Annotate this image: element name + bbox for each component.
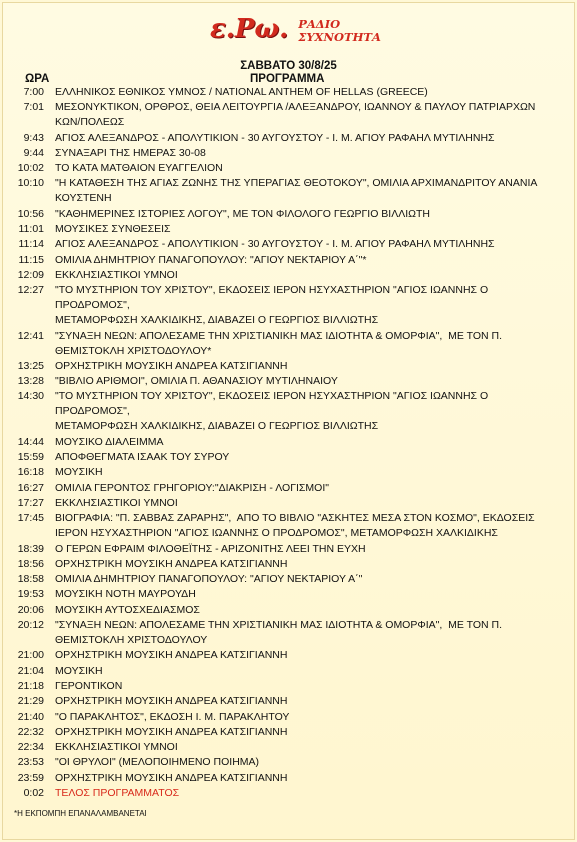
schedule-time: 23:59 [17, 771, 44, 784]
schedule-row [0, 710, 577, 725]
schedule-program: "ΤΟ ΜΥΣΤΗΡΙΟΝ ΤΟΥ ΧΡΙΣΤΟΥ", ΕΚΔΟΣΕΙΣ ΙΕΡΟΝ ΗΣΥΧΑΣΤΗΡΙΟΝ "ΑΓΙΟΣ ΙΩΑΝΝΗΣ Ο ΠΡΟΔΡΟΜΟΣ", ΜΕΤΑΜΟΡΦΩΣΗ ΧΑΛΚΙΔΙΚΗΣ, ΔΙΑΒΑΖΕΙ Ο ΓΕΩΡΓΙΟΣ ΒΙΛΛΙΩΤΗΣ [55, 390, 489, 433]
schedule-program: "Ο ΠΑΡΑΚΛΗΤΟΣ", ΕΚΔΟΣΗ Ι. Μ. ΠΑΡΑΚΛΗΤΟΥ [55, 710, 290, 723]
schedule-program: "ΣΥΝΑΞΗ ΝΕΩΝ: ΑΠΟΛΕΣΑΜΕ ΤΗΝ ΧΡΙΣΤΙΑΝΙΚΗ ΜΑΣ ΙΔΙΟΤΗΤΑ & ΟΜΟΡΦΙΑ", ΜΕ ΤΟΝ Π. ΘΕΜΙΣΤΟΚΛΗ ΧΡΙΣΤΟΔΟΥΛΟΥ [55, 619, 503, 647]
schedule-row [0, 725, 577, 740]
schedule-row [0, 237, 577, 252]
schedule-program: ΜΟΥΣΙΚΟ ΔΙΑΛΕΙΜΜΑ [55, 435, 164, 448]
schedule-program: "ΤΟ ΜΥΣΤΗΡΙΟΝ ΤΟΥ ΧΡΙΣΤΟΥ", ΕΚΔΟΣΕΙΣ ΙΕΡΟΝ ΗΣΥΧΑΣΤΗΡΙΟΝ "ΑΓΙΟΣ ΙΩΑΝΝΗΣ Ο ΠΡΟΔΡΟΜΟΣ", ΜΕΤΑΜΟΡΦΩΣΗ ΧΑΛΚΙΔΙΚΗΣ, ΔΙΑΒΑΖΕΙ Ο ΓΕΩΡΓΙΟΣ ΒΙΛΛΙΩΤΗΣ [55, 284, 489, 327]
schedule-row [0, 329, 577, 359]
schedule-time: 11:01 [18, 223, 44, 236]
logo-line-2: ΣΥΧΝΟΤΗΤΑ [298, 30, 381, 44]
schedule-time: 12:41 [17, 329, 44, 342]
schedule-program: ΜΟΥΣΙΚΕΣ ΣΥΝΘΕΣΕΙΣ [55, 223, 171, 236]
schedule-time: 20:06 [17, 603, 44, 616]
schedule-row [0, 85, 577, 100]
schedule-program: ΟΜΙΛΙΑ ΔΗΜΗΤΡΙΟΥ ΠΑΝΑΓΟΠΟΥΛΟΥ: "ΑΓΙΟΥ ΝΕΚΤΑΡΙΟΥ Α΄"* [55, 253, 367, 266]
schedule-date: ΣΑΒΒΑΤΟ 30/8/25 [240, 60, 337, 72]
logo-text [298, 18, 381, 44]
schedule-program: "ΚΑΘΗΜΕΡΙΝΕΣ ΙΣΤΟΡΙΕΣ ΛΟΓΟΥ", ΜΕ ΤΟΝ ΦΙΛΟΛΟΓΟ ΓΕΩΡΓΙΟ ΒΙΛΛΙΩΤΗ [55, 207, 431, 220]
schedule-row [0, 648, 577, 663]
schedule-row [0, 755, 577, 770]
schedule-program: "ΟΙ ΘΡΥΛΟΙ" (ΜΕΛΟΠΟΙΗΜΕΝΟ ΠΟΙΗΜΑ) [55, 756, 260, 769]
schedule-row [0, 603, 577, 618]
schedule-time: 18:39 [17, 542, 44, 555]
schedule-program: "ΒΙΒΛΙΟ ΑΡΙΘΜΟΙ", ΟΜΙΛΙΑ Π. ΑΘΑΝΑΣΙΟΥ ΜΥΤΙΛΗΝΑΙΟΥ [55, 375, 338, 388]
station-logo [210, 14, 381, 54]
schedule-time: 13:28 [17, 375, 44, 388]
schedule-time: 21:00 [17, 649, 44, 662]
schedule-time: 21:04 [17, 664, 44, 677]
schedule-row [0, 740, 577, 755]
schedule-program: ΟΡΧΗΣΤΡΙΚΗ ΜΟΥΣΙΚΗ ΑΝΔΡΕΑ ΚΑΤΣΙΓΙΑΝΝΗ [55, 649, 288, 662]
schedule-time: 16:18 [17, 466, 44, 479]
schedule-program: ΕΛΛΗΝΙΚΟΣ ΕΘΝΙΚΟΣ ΥΜΝΟΣ / NATIONAL ANTHEM OF HELLAS (GREECE) [55, 86, 428, 98]
schedule-program: ΜΟΥΣΙΚΗ [55, 664, 103, 677]
schedule-program: ΑΓΙΟΣ ΑΛΕΞΑΝΔΡΟΣ - ΑΠΟΛΥΤΙΚΙΟΝ - 30 ΑΥΓΟΥΣΤΟΥ - Ι. Μ. ΑΓΙΟΥ ΡΑΦΑΗΛ ΜΥΤΙΛΗΝΗΣ [55, 131, 495, 144]
schedule-row [0, 389, 577, 434]
schedule-row [0, 146, 577, 161]
schedule-row [0, 435, 577, 450]
schedule-program: "Η ΚΑΤΑΘΕΣΗ ΤΗΣ ΑΓΙΑΣ ΖΩΝΗΣ ΤΗΣ ΥΠΕΡΑΓΙΑΣ ΘΕΟΤΟΚΟΥ", ΟΜΙΛΙΑ ΑΡΧΙΜΑΝΔΡΙΤΟΥ ΑΝΑΝΙΑ ΚΟΥΣΤΕΝΗ [55, 177, 538, 205]
schedule-row [0, 694, 577, 709]
schedule-time: 21:29 [17, 695, 44, 708]
schedule-time: 14:30 [17, 390, 44, 403]
schedule-row [0, 100, 577, 130]
schedule-time: 0:02 [23, 786, 44, 799]
schedule-row [0, 542, 577, 557]
schedule-program: ΟΡΧΗΣΤΡΙΚΗ ΜΟΥΣΙΚΗ ΑΝΔΡΕΑ ΚΑΤΣΙΓΙΑΝΝΗ [55, 359, 288, 372]
schedule-program: "ΣΥΝΑΞΗ ΝΕΩΝ: ΑΠΟΛΕΣΑΜΕ ΤΗΝ ΧΡΙΣΤΙΑΝΙΚΗ ΜΑΣ ΙΔΙΟΤΗΤΑ & ΟΜΟΡΦΙΑ", ΜΕ ΤΟΝ Π. ΘΕΜΙΣΤΟΚΛΗ ΧΡΙΣΤΟΔΟΥΛΟΥ* [55, 329, 503, 357]
schedule-time: 18:56 [17, 557, 44, 570]
schedule-program: ΓΕΡΟΝΤΙΚΟΝ [55, 679, 123, 692]
schedule-time: 11:15 [18, 253, 44, 266]
schedule-time: 10:10 [17, 177, 44, 190]
schedule-program: ΜΟΥΣΙΚΗ ΝΟΤΗ ΜΑΥΡΟΥΔΗ [55, 588, 196, 601]
schedule-row [0, 253, 577, 268]
schedule-program: ΑΠΟΦΘΕΓΜΑΤΑ ΙΣΑΑΚ ΤΟΥ ΣΥΡΟΥ [55, 451, 230, 464]
schedule-program: ΜΕΣΟΝΥΚΤΙΚΟΝ, ΟΡΘΡΟΣ, ΘΕΙΑ ΛΕΙΤΟΥΡΓΙΑ /ΑΛΕΞΑΝΔΡΟΥ, ΙΩΑΝΝΟΥ & ΠΑΥΛΟΥ ΠΑΤΡΙΑΡΧΩΝ ΚΩΝ/ΠΟΛΕΩΣ [55, 101, 536, 129]
schedule-time: 10:56 [17, 207, 44, 220]
schedule-time: 9:44 [23, 146, 44, 159]
column-header-time: ΩΡΑ [25, 73, 50, 85]
schedule-row [0, 679, 577, 694]
schedule-row [0, 207, 577, 222]
schedule-row [0, 496, 577, 511]
schedule-row [0, 587, 577, 602]
schedule-program: ΜΟΥΣΙΚΗ ΑΥΤΟΣΧΕΔΙΑΣΜΟΣ [55, 603, 200, 616]
schedule-time: 17:27 [17, 496, 44, 509]
schedule-program: ΟΜΙΛΙΑ ΓΕΡΟΝΤΟΣ ΓΡΗΓΟΡΙΟΥ:"ΔΙΑΚΡΙΣΗ - ΛΟΓΙΣΜΟΙ" [55, 481, 329, 494]
schedule-time: 14:44 [17, 435, 44, 448]
logo-line-1: ΡΑΔΙΟ [298, 17, 341, 31]
schedule-program: ΟΡΧΗΣΤΡΙΚΗ ΜΟΥΣΙΚΗ ΑΝΔΡΕΑ ΚΑΤΣΙΓΙΑΝΝΗ [55, 557, 288, 570]
schedule-row [0, 131, 577, 146]
schedule-time: 7:00 [23, 86, 44, 98]
schedule-time: 21:18 [17, 679, 44, 692]
schedule-time: 21:40 [17, 710, 44, 723]
schedule-time: 22:32 [17, 725, 44, 738]
schedule-list [0, 85, 577, 801]
schedule-program: ΟΡΧΗΣΤΡΙΚΗ ΜΟΥΣΙΚΗ ΑΝΔΡΕΑ ΚΑΤΣΙΓΙΑΝΝΗ [55, 695, 288, 708]
schedule-program: ΕΚΚΛΗΣΙΑΣΤΙΚΟΙ ΥΜΝΟΙ [55, 741, 178, 754]
schedule-row [0, 786, 577, 801]
schedule-row [0, 176, 577, 206]
schedule-program: ΣΥΝΑΞΑΡΙ ΤΗΣ ΗΜΕΡΑΣ 30-08 [55, 146, 206, 159]
footnote: *Η ΕΚΠΟΜΠΗ ΕΠΑΝΑΛΑΜΒΑΝΕΤΑΙ [14, 809, 147, 818]
schedule-row [0, 374, 577, 389]
schedule-time: 22:34 [17, 741, 44, 754]
schedule-row [0, 618, 577, 648]
schedule-program: ΕΚΚΛΗΣΙΑΣΤΙΚΟΙ ΥΜΝΟΙ [55, 496, 178, 509]
schedule-row [0, 511, 577, 541]
schedule-time: 18:58 [17, 573, 44, 586]
schedule-program: Ο ΓΕΡΩΝ ΕΦΡΑΙΜ ΦΙΛΟΘΕΪΤΗΣ - ΑΡΙΖΟΝΙΤΗΣ ΛΕΕΙ ΤΗΝ ΕΥΧΗ [55, 542, 366, 555]
schedule-program: ΕΚΚΛΗΣΙΑΣΤΙΚΟΙ ΥΜΝΟΙ [55, 268, 178, 281]
schedule-row [0, 664, 577, 679]
schedule-row [0, 283, 577, 328]
schedule-row [0, 161, 577, 176]
schedule-time: 13:25 [17, 359, 44, 372]
schedule-time: 10:02 [17, 162, 44, 175]
schedule-program: ΟΜΙΛΙΑ ΔΗΜΗΤΡΙΟΥ ΠΑΝΑΓΟΠΟΥΛΟΥ: "ΑΓΙΟΥ ΝΕΚΤΑΡΙΟΥ Α΄" [55, 573, 363, 586]
schedule-row [0, 557, 577, 572]
schedule-time: 12:27 [17, 284, 44, 297]
schedule-time: 7:01 [23, 101, 44, 114]
schedule-program: ΒΙΟΓΡΑΦΙΑ: "Π. ΣΑΒΒΑΣ ΖΑΡΑΡΗΣ", ΑΠΟ ΤΟ ΒΙΒΛΙΟ "ΑΣΚΗΤΕΣ ΜΕΣΑ ΣΤΟΝ ΚΟΣΜΟ", ΕΚΔΟΣΕΙΣ ΙΕΡΟΝ ΗΣΥΧΑΣΤΗΡΙΟΝ "ΑΓΙΟΣ ΙΩΑΝΝΗΣ Ο ΠΡΟΔΡΟΜΟΣ", ΜΕΤΑΜΟΡΦΩΣΗ ΧΑΛΚΙΔΙΚΗΣ [55, 512, 535, 540]
schedule-time: 23:53 [17, 756, 44, 769]
schedule-program: ΑΓΙΟΣ ΑΛΕΞΑΝΔΡΟΣ - ΑΠΟΛΥΤΙΚΙΟΝ - 30 ΑΥΓΟΥΣΤΟΥ - Ι. Μ. ΑΓΙΟΥ ΡΑΦΑΗΛ ΜΥΤΙΛΗΝΗΣ [55, 238, 495, 251]
schedule-time: 20:12 [17, 619, 44, 632]
schedule-program: ΟΡΧΗΣΤΡΙΚΗ ΜΟΥΣΙΚΗ ΑΝΔΡΕΑ ΚΑΤΣΙΓΙΑΝΝΗ [55, 771, 288, 784]
schedule-time: 16:27 [17, 481, 44, 494]
schedule-row [0, 481, 577, 496]
logo-mark: ε.Ρω. [210, 14, 289, 44]
schedule-row [0, 771, 577, 786]
schedule-time: 11:14 [18, 238, 44, 251]
schedule-row [0, 450, 577, 465]
schedule-program: ΤΟ ΚΑΤΑ ΜΑΤΘΑΙΟΝ ΕΥΑΓΓΕΛΙΟΝ [55, 162, 223, 175]
schedule-row [0, 359, 577, 374]
schedule-row [0, 222, 577, 237]
schedule-program: ΜΟΥΣΙΚΗ [55, 466, 103, 479]
column-header-program: ΠΡΟΓΡΑΜΜΑ [250, 73, 325, 85]
schedule-program: ΤΕΛΟΣ ΠΡΟΓΡΑΜΜΑΤΟΣ [55, 786, 180, 799]
schedule-time: 19:53 [17, 588, 44, 601]
schedule-time: 15:59 [17, 451, 44, 464]
schedule-time: 17:45 [17, 512, 44, 525]
schedule-row [0, 465, 577, 480]
schedule-time: 9:43 [23, 131, 44, 144]
schedule-row [0, 268, 577, 283]
schedule-time: 12:09 [17, 268, 44, 281]
schedule-row [0, 572, 577, 587]
schedule-program: ΟΡΧΗΣΤΡΙΚΗ ΜΟΥΣΙΚΗ ΑΝΔΡΕΑ ΚΑΤΣΙΓΙΑΝΝΗ [55, 725, 288, 738]
